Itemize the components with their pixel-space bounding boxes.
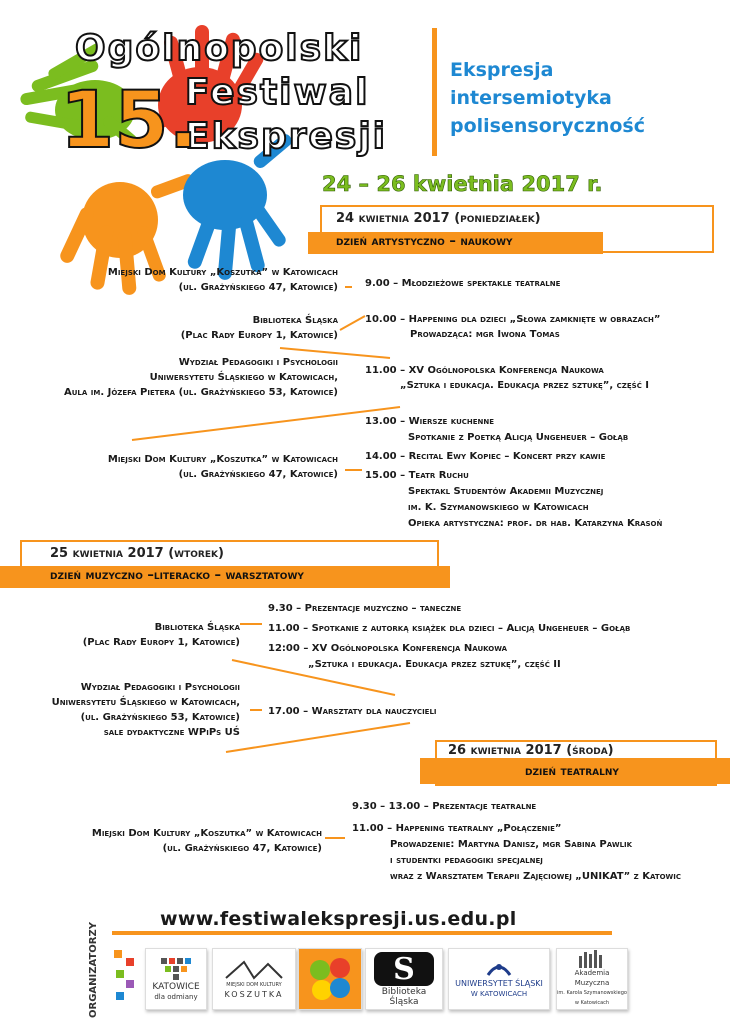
katowice-logo-text: KATOWICE — [152, 982, 200, 992]
place-name-2: Uniwersytetu Śląskiego w Katowicach, — [51, 697, 240, 708]
akademia-pipes-icon — [577, 950, 607, 968]
motto-line2: intersemiotyka — [450, 87, 612, 109]
day3-event-detail: i studentki pedagogiki specjalnej — [390, 855, 543, 866]
connector-line — [232, 660, 395, 695]
akademia-logo-city: w Katowicach — [574, 1000, 610, 1006]
day2-event: 11.00 – Spotkanie z autorką książek dla dzieci – Alicją Ungeheuer – Gołąb — [268, 623, 631, 634]
svg-text:S: S — [393, 952, 415, 987]
day2-event: 17.00 – Warsztaty dla nauczycieli — [268, 706, 437, 717]
place-address: Aula im. Józefa Pietera (ul. Grażyńskiego 53, Katowice) — [63, 387, 338, 398]
day1-event: 14.00 – Recital Ewy Kopiec – Koncert przy kawie — [365, 451, 606, 462]
day3-event: 11.00 – Happening teatralny „Połączenie” — [352, 823, 562, 834]
place-name: Wydział Pedagogiki i Psychologii — [80, 682, 240, 693]
koszutka-logo — [212, 948, 296, 1010]
place-name: Miejski Dom Kultury „Koszutka” w Katowicach — [107, 267, 338, 278]
day2-event-detail: „Sztuka i edukacja. Edukacja przez sztukę”, część II — [308, 659, 561, 670]
place-address: (Plac Rady Europy 1, Katowice) — [82, 637, 240, 648]
edition-number: 15. — [60, 76, 199, 166]
akademia-logo-text: Akademia Muzyczna — [574, 969, 610, 987]
day1-event-detail: im. K. Szymanowskiego w Katowicach — [408, 502, 589, 513]
day2-name: dzień muzyczno –literacko – warsztatowy — [50, 568, 304, 583]
festival-title-line2: Festiwal — [185, 72, 370, 113]
motto-line3: polisensoryczność — [450, 115, 645, 137]
us-logo — [448, 948, 550, 1010]
day1-event: 10.00 – Happening dla dzieci „Słowa zamknięte w obrazach” — [365, 314, 661, 325]
koszutka-logo-name: KOSZUTKA — [224, 990, 284, 999]
place-address: (Plac Rady Europy 1, Katowice) — [180, 330, 338, 341]
day1-event: 9.00 – Młodzieżowe spektakle teatralne — [365, 278, 561, 289]
katowice-logo-slogan: dla odmiany — [154, 993, 198, 1001]
biblioteka-logo — [365, 948, 443, 1010]
motto-line1: Ekspresja — [450, 59, 554, 81]
place-name: Miejski Dom Kultury „Koszutka” w Katowicach — [107, 454, 338, 465]
day1-event: 13.00 – Wiersze kuchenne — [365, 416, 495, 427]
place-name: Miejski Dom Kultury „Koszutka” w Katowicach — [91, 828, 322, 839]
day1-name: dzień artystyczno – naukowy — [336, 234, 513, 249]
us-logo-text: UNIWERSYTET ŚLĄSKI — [455, 979, 543, 988]
biblioteka-s-icon — [373, 951, 435, 987]
connector-line — [280, 348, 390, 358]
day3-name: dzień teatralny — [525, 764, 619, 779]
url-underline — [112, 931, 612, 935]
place-name: Biblioteka Śląska — [154, 622, 240, 633]
day3-event: 9.30 – 13.00 – Prezentacje teatralne — [352, 801, 537, 812]
color-squares-icon — [112, 948, 138, 1008]
katowice-heart-icon — [159, 956, 193, 982]
place-address: (ul. Grażyńskiego 47, Katowice) — [178, 282, 338, 293]
day1-event: 11.00 – XV Ogólnopolska Konferencja Naukowa — [365, 365, 604, 376]
place-address: (ul. Grażyńskiego 47, Katowice) — [162, 843, 322, 854]
koszutka-logo-text: MIEJSKI DOM KULTURY — [226, 982, 282, 988]
day1-event-detail: Spotkanie z Poetką Alicją Ungeheuer – Gołąb — [408, 432, 629, 443]
day2-date: 25 kwietnia 2017 (wtorek) — [50, 546, 224, 561]
koszutka-building-icon — [224, 958, 284, 980]
day2-event: 9.30 – Prezentacje muzyczno – taneczne — [268, 603, 462, 614]
us-logo-subtext: W KATOWICACH — [470, 990, 528, 998]
day1-event: 15.00 – Teatr Ruchu — [365, 470, 469, 481]
festival-title-line3: Ekspresji — [185, 116, 388, 157]
place-room: sale dydaktyczne WPiPs UŚ — [103, 727, 240, 738]
place-name: Wydział Pedagogiki i Psychologii — [178, 357, 338, 368]
day3-event-detail: wraz z Warsztatem Terapii Zajęciowej „UNIKAT” z Katowic — [390, 871, 682, 882]
connector-line — [226, 723, 410, 752]
day2-event: 12:00 – XV Ogólnopolska Konferencja Naukowa — [268, 643, 508, 654]
day1-event-detail: Spektakl Studentów Akademii Muzycznej — [408, 486, 604, 497]
akademia-logo-subtext: im. Karola Szymanowskiego — [557, 990, 627, 996]
katowice-logo — [145, 948, 207, 1010]
day3-event-detail: Prowadzenie: Martyna Danisz, mgr Sabina Pawlik — [390, 839, 633, 850]
organizers-label: ORGANIZATORZY — [88, 922, 99, 1018]
festival-title-line1: Ogólnopolski — [75, 28, 364, 69]
festival-logo — [298, 948, 362, 1010]
place-address: (ul. Grażyńskiego 47, Katowice) — [178, 469, 338, 480]
day1-event-detail: „Sztuka i edukacja. Edukacja przez sztukę”, część I — [400, 380, 650, 391]
day1-event-detail: Prowadząca: mgr Iwona Tomas — [410, 329, 560, 340]
place-name-2: Uniwersytetu Śląskiego w Katowicach, — [149, 372, 338, 383]
place-address: (ul. Grażyńskiego 53, Katowice) — [80, 712, 240, 723]
connector-line — [132, 407, 400, 440]
hands-logo-icon — [302, 952, 358, 1006]
us-emblem-icon — [484, 959, 514, 979]
akademia-logo — [556, 948, 628, 1010]
day1-event-detail: Opieka artystyczna: prof. dr hab. Katarzyna Krasoń — [408, 518, 663, 529]
festival-url-link[interactable]: www.festiwalekspresji.us.edu.pl — [160, 908, 517, 930]
place-name: Biblioteka Śląska — [252, 315, 338, 326]
day3-date: 26 kwietnia 2017 (środa) — [448, 743, 614, 758]
day1-date: 24 kwietnia 2017 (poniedziałek) — [336, 211, 541, 226]
festival-dates: 24 – 26 kwietnia 2017 r. — [322, 172, 603, 196]
connector-line — [340, 316, 365, 330]
biblioteka-logo-text: Biblioteka Śląska — [381, 987, 427, 1007]
